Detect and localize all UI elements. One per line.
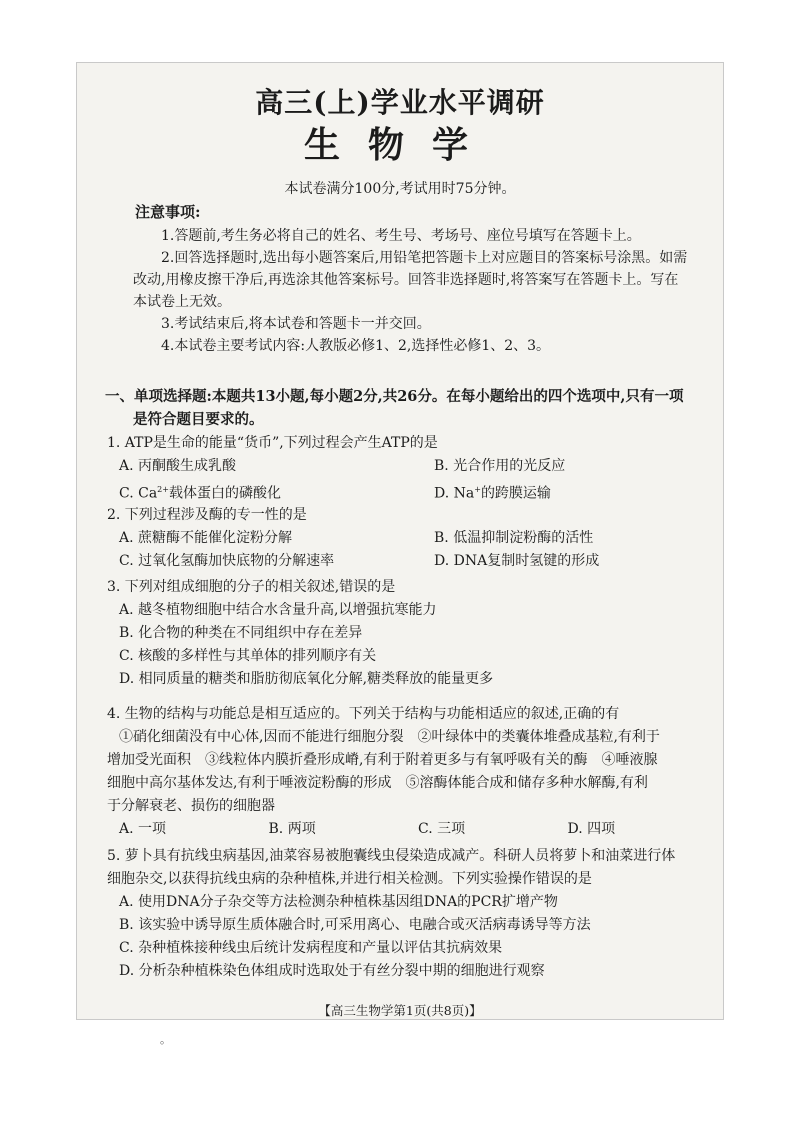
notice-item: 4.本试卷主要考试内容:人教版必修1、2,选择性必修1、2、3。 bbox=[161, 338, 551, 354]
question-stem: 2. 下列过程涉及酶的专一性的是 bbox=[107, 507, 307, 523]
exam-info: 本试卷满分100分,考试用时75分钟。 bbox=[284, 181, 516, 197]
option-d bbox=[434, 478, 551, 506]
option-c bbox=[119, 478, 434, 506]
option-d: D. 相同质量的糖类和脂肪彻底氧化分解,糖类释放的能量更多 bbox=[119, 671, 494, 687]
page-footer: 【高三生物学第1页(共8页)】 bbox=[318, 1003, 482, 1018]
option-a: A. 使用DNA分子杂交等方法检测杂种植株基因组DNA的PCR扩增产物 bbox=[119, 894, 558, 910]
option-a: A. 一项 bbox=[119, 821, 167, 837]
notice-item: 2.回答选择题时,选出每小题答案后,用铅笔把答题卡上对应题目的答案标号涂黑。如需改动,用橡皮擦干净后,再选涂其他答案标号。回答非选择题时,将答案写在答题卡上。写在本试卷上无效。 bbox=[133, 250, 688, 310]
option-c: C. 三项 bbox=[418, 821, 466, 837]
question-2 bbox=[107, 504, 717, 573]
option-a: A. 蔗糖酶不能催化淀粉分解 bbox=[119, 530, 293, 546]
option-b: B. 低温抑制淀粉酶的活性 bbox=[434, 530, 594, 546]
option-b: B. 化合物的种类在不同组织中存在差异 bbox=[119, 625, 363, 641]
statement-line: ①硝化细菌没有中心体,因而不能进行细胞分裂 ②叶绿体中的类囊体堆叠成基粒,有利于 bbox=[119, 729, 660, 745]
option-b: B. 该实验中诱导原生质体融合时,可采用离心、电融合或灭活病毒诱导等方法 bbox=[119, 917, 591, 933]
option-b: B. 两项 bbox=[268, 821, 316, 837]
question-stem: 细胞杂交,以获得抗线虫病的杂种植株,并进行相关检测。下列实验操作错误的是 bbox=[107, 871, 592, 887]
stray-mark: 。 bbox=[160, 1033, 171, 1046]
notice-list bbox=[133, 225, 689, 357]
option-d: D. DNA复制时氢键的形成 bbox=[434, 553, 600, 569]
superscript: + bbox=[474, 485, 481, 494]
question-3 bbox=[107, 576, 717, 691]
question-1 bbox=[107, 432, 717, 506]
notice-item: 3.考试结束后,将本试卷和答题卡一并交回。 bbox=[161, 316, 431, 332]
option-text: 的跨膜运输 bbox=[480, 485, 551, 502]
option-text: D. Na bbox=[434, 485, 475, 502]
exam-page bbox=[76, 62, 724, 1020]
option-c: C. 过氧化氢酶加快底物的分解速率 bbox=[119, 553, 335, 569]
option-c: C. 核酸的多样性与其单体的排列顺序有关 bbox=[119, 648, 377, 664]
option-text: 载体蛋白的磷酸化 bbox=[168, 485, 281, 502]
question-4 bbox=[107, 703, 717, 841]
option-d: D. 分析杂种植株染色体组成时选取处于有丝分裂中期的细胞进行观察 bbox=[119, 963, 545, 979]
section-line: 一、单项选择题:本题共13小题,每小题2分,共26分。在每小题给出的四个选项中,只有一项 bbox=[105, 388, 684, 405]
option-c: C. 杂种植株接种线虫后统计发病程度和产量以评估其抗病效果 bbox=[119, 940, 503, 956]
subject-title: 生物学 bbox=[303, 124, 496, 166]
statement-line: 于分解衰老、损伤的细胞器 bbox=[107, 798, 275, 814]
option-a: A. 丙酮酸生成乳酸 bbox=[119, 458, 237, 474]
notice-item: 1.答题前,考生务必将自己的姓名、考生号、考场号、座位号填写在答题卡上。 bbox=[161, 228, 641, 244]
question-stem: 1. ATP是生命的能量“货币”,下列过程会产生ATP的是 bbox=[107, 435, 438, 451]
superscript: 2+ bbox=[157, 485, 169, 494]
exam-title: 高三(上)学业水平调研 bbox=[255, 86, 545, 119]
question-stem: 3. 下列对组成细胞的分子的相关叙述,错误的是 bbox=[107, 579, 396, 595]
section-line: 是符合题目要求的。 bbox=[133, 411, 264, 428]
option-b: B. 光合作用的光反应 bbox=[434, 458, 566, 474]
section-heading bbox=[105, 385, 705, 431]
question-stem: 5. 萝卜具有抗线虫病基因,油菜容易被胞囊线虫侵染造成减产。科研人员将萝卜和油菜进行体 bbox=[107, 848, 676, 864]
notice-heading: 注意事项: bbox=[135, 203, 201, 221]
statement-line: 增加受光面积 ③线粒体内膜折叠形成嵴,有利于附着更多与有氧呼吸有关的酶 ④唾液腺 bbox=[107, 752, 658, 768]
statement-line: 细胞中高尔基体发达,有利于唾液淀粉酶的形成 ⑤溶酶体能合成和储存多种水解酶,有利 bbox=[107, 775, 648, 791]
option-a: A. 越冬植物细胞中结合水含量升高,以增强抗寒能力 bbox=[119, 602, 437, 618]
option-text: C. Ca bbox=[119, 485, 158, 502]
question-5 bbox=[107, 845, 717, 983]
question-stem: 4. 生物的结构与功能总是相互适应的。下列关于结构与功能相适应的叙述,正确的有 bbox=[107, 706, 620, 722]
option-d: D. 四项 bbox=[567, 821, 616, 837]
